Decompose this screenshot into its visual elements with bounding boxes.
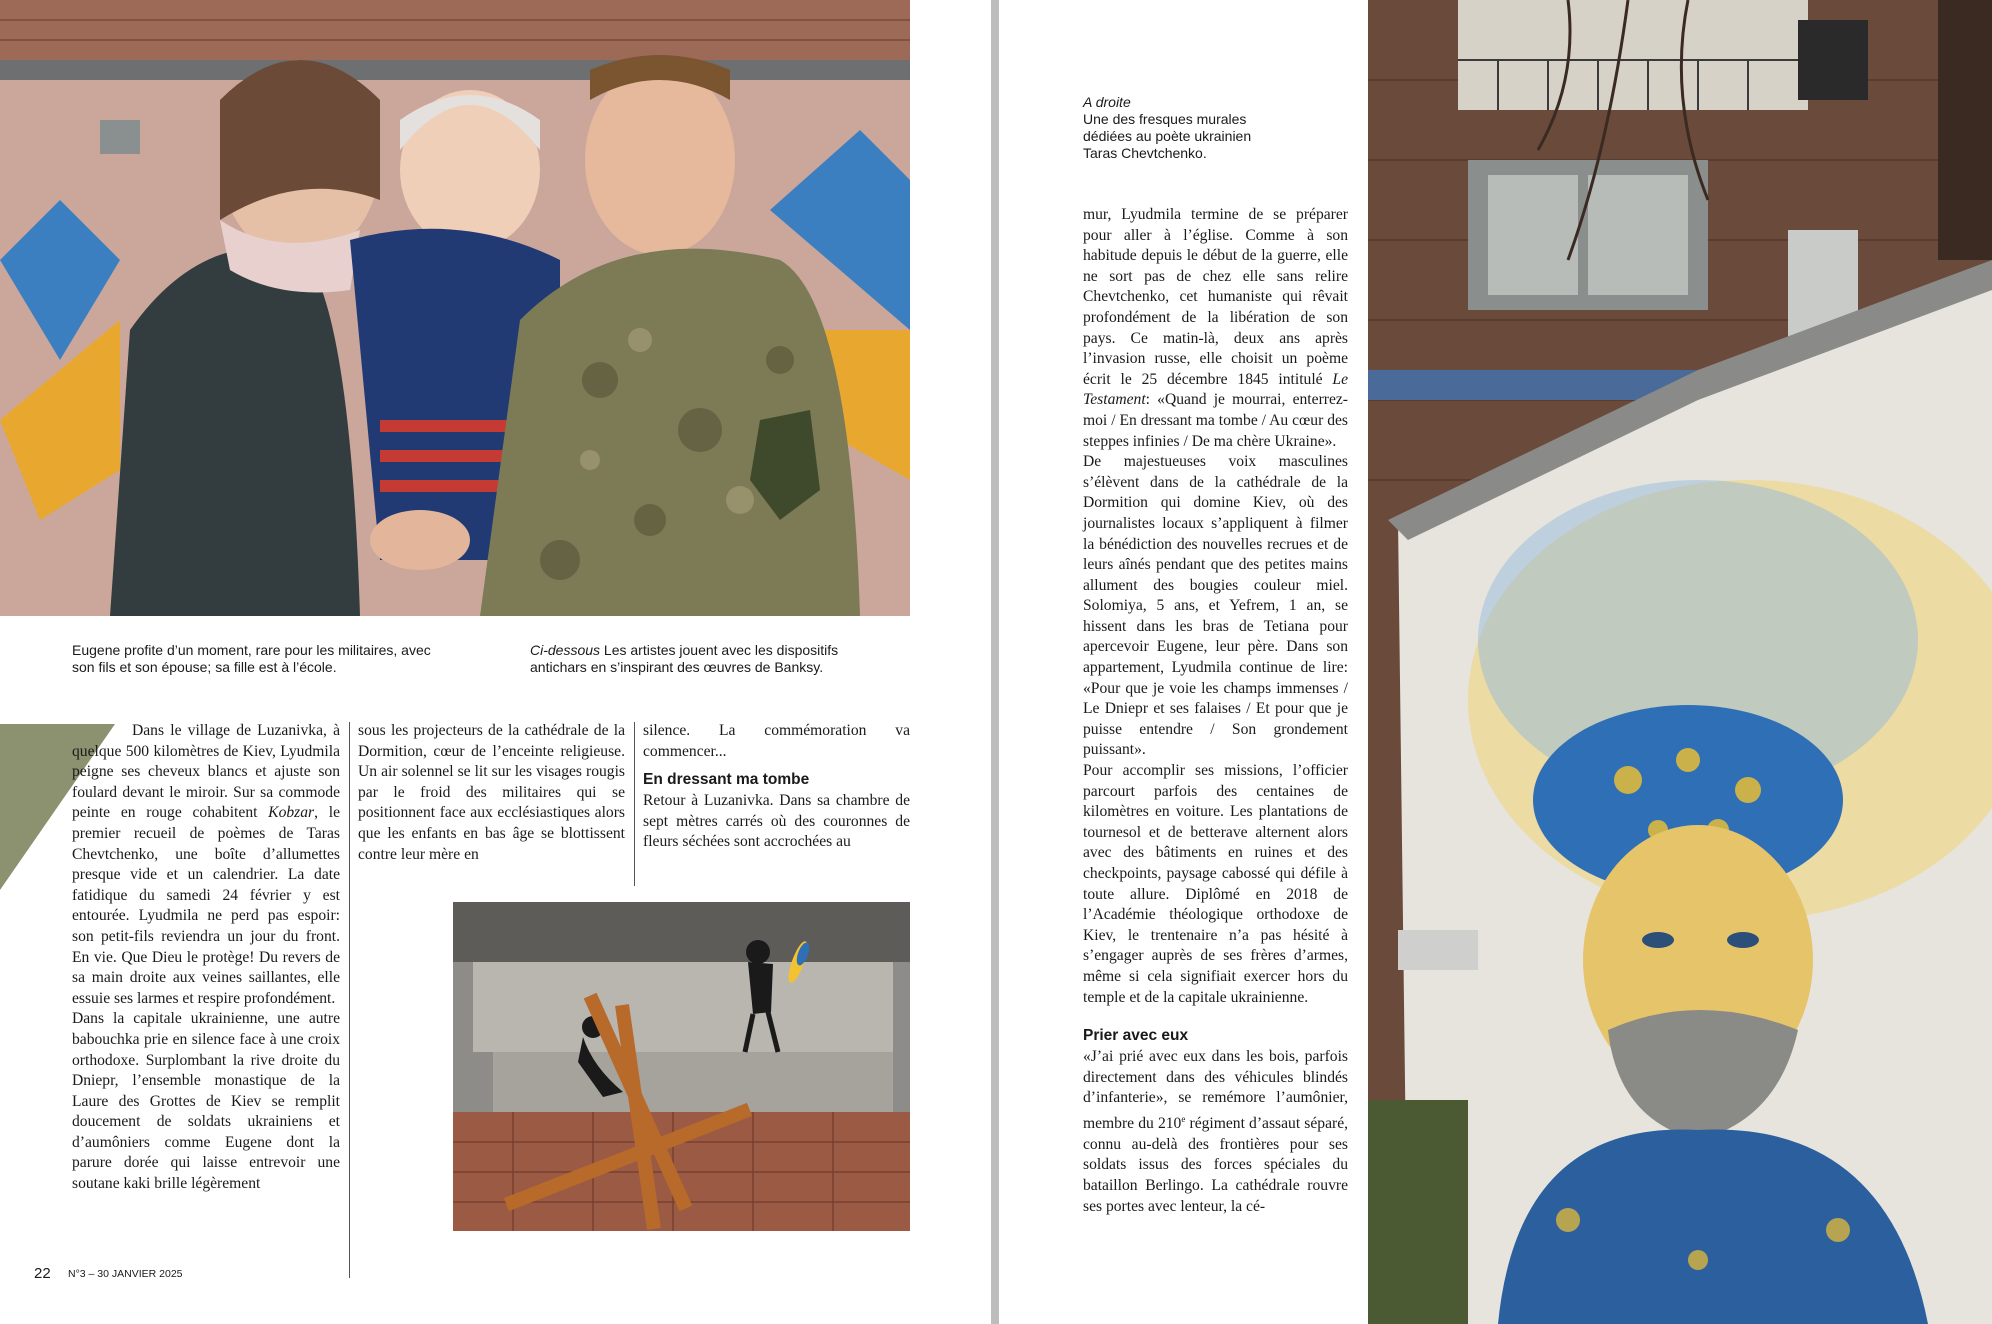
barricade-photo-caption [530, 642, 890, 676]
commemoration-paragraph: silence. La commémoration va commencer... [643, 722, 910, 760]
mural-photo [1368, 0, 1992, 1324]
issue-date: N°3 – 30 JANVIER 2025 [68, 1268, 183, 1280]
mural-caption-label: A droite [1083, 94, 1131, 110]
intro-paragraph: Dans le village de Luzanivka, à quelque 500 kilomètres de Kiev, Lyudmila peigne ses cheveux blancs et ajuste son foulard devant le miroir. Sur sa commode peinte en rouge cohabitent Kobzar, le premier recueil de poèmes de Taras Chevtchenko, une boîte d’allumettes presque vide et un calendrier. La date fatidique du samedi 24 février y est entourée. Lyudmila ne perd pas espoir: son petit-fils reviendra un jour du front. En vie. Que Dieu le protège! Du revers de sa main droite aux veines saillantes, elle essuie ses larmes et respire profondément. [72, 722, 340, 1007]
family-photo-caption: Eugene profite d’un moment, rare pour les militaires, avec son fils et son épouse; sa fille est à l’école. [72, 642, 431, 675]
mural-caption [1083, 94, 1283, 162]
column-rule-1 [349, 722, 350, 1278]
section-heading-prier: Prier avec eux [1083, 1027, 1189, 1045]
luzanivka-paragraph: Retour à Luzanivka. Dans sa chambre de sept mètres carrés où des couronnes de fleurs séchées sont accrochées au [643, 792, 910, 851]
family-photo [0, 0, 910, 616]
left-column-2 [358, 721, 625, 865]
section-heading-tombe: En dressant ma tombe [643, 771, 810, 789]
column-rule-2 [634, 722, 635, 886]
cathedral-paragraph: sous les projecteurs de la cathédrale de la Dormition, cœur de l’enceinte religieuse. Un air solennel se lit sur les visages rougis par le froid des militaires qui se positionnent face aux ecclésiastiques alors que les enfants en bas âge se blottissent contre leur mère en [358, 722, 625, 863]
page-gutter [991, 0, 999, 1324]
barricade-caption-label: Ci-dessous [530, 642, 601, 658]
capital-paragraph: Dans la capitale ukrainienne, une autre babouchka prie en silence face à une croix orthodoxe. Surplombant la rive droite du Dniepr, l’ensemble monastique de la Laure des Grottes de Kiev se remplit doucement de soldats ukrainiens et d’aumôniers comme Eugene dont la parure dorée qui laisse entrevoir une soutane kaki brille légèrement [72, 1010, 340, 1193]
dormition-paragraph: De majestueuses voix masculines s’élèvent dans de la cathédrale de la Dormition qui domine Kiev, où des journalistes locaux s’appliquent à filmer la bénédiction des nouvelles recrues et de leurs aînés pendant que des petites mains allument des bougies couleur miel. Solomiya, 5 ans, et Yefrem, 1 an, se hissent dans les bras de Tetiana pour apercevoir Eugene, leur père. Dans son appartement, Lyudmila continue de lire: «Pour que je voie les champs immenses / Le Dniepr et ses falaises / Et pour que je puisse entendre / Son grondement puissant». [1083, 453, 1348, 759]
mural-caption-text: Une des fresques murales dédiées au poète ukrainien Taras Chevtchenko. [1083, 111, 1252, 161]
missions-paragraph: Pour accomplir ses missions, l’officier parcourt parfois des centaines de kilomètres en voiture. Les plantations de tournesol et de betterave alternent alors avec des bâtiments en ruines et des checkpoints, paysage cabossé qui défile à toute allure. Diplômé en 2018 de l’Académie théologique orthodoxe de Kiev, le trentenaire n’a pas hésité à s’engager auprès de ses frères d’armes, même si cela signifiait exercer hors du temple et de la capitale ukrainienne. [1083, 762, 1348, 1006]
left-column-1 [72, 721, 340, 1195]
testament-title: Le Testament [1083, 370, 1348, 409]
prayer-paragraph: «J’ai prié avec eux dans les bois, parfois directement dans des véhicules blindés d’infanterie», se remémore l’aumônier, membre du 210e régiment d’assaut séparé, connu au-delà des frontières pour ses soldats issus des forces spéciales du bataillon Berlingo. La cathédrale rouvre ses portes avec lenteur, la cé- [1083, 1048, 1349, 1215]
left-column-3 [643, 721, 910, 853]
barricade-photo [453, 902, 910, 1231]
kobzar-title: Kobzar [268, 804, 315, 822]
testament-paragraph: mur, Lyudmila termine de se préparer pour aller à l’église. Comme à son habitude depuis le début de la guerre, elle ne sort pas de chez elle sans relire Chevtchenko, cet humaniste qui rêvait profondément de la libération de son pays. Ce matin-là, deux ans après l’invasion russe, elle choisit un poème écrit le 25 décembre 1845 intitulé Le Testament: «Quand je mourrai, enterrez-moi / En dressant ma tombe / Au cœur des steppes infinies / De ma chère Ukraine». [1083, 206, 1348, 450]
page-number: 22 [34, 1265, 51, 1282]
right-column [1083, 205, 1348, 1217]
barricade-caption-text: Les artistes jouent avec les dispositifs antichars en s’inspirant des œuvres de Banksy. [530, 642, 839, 675]
